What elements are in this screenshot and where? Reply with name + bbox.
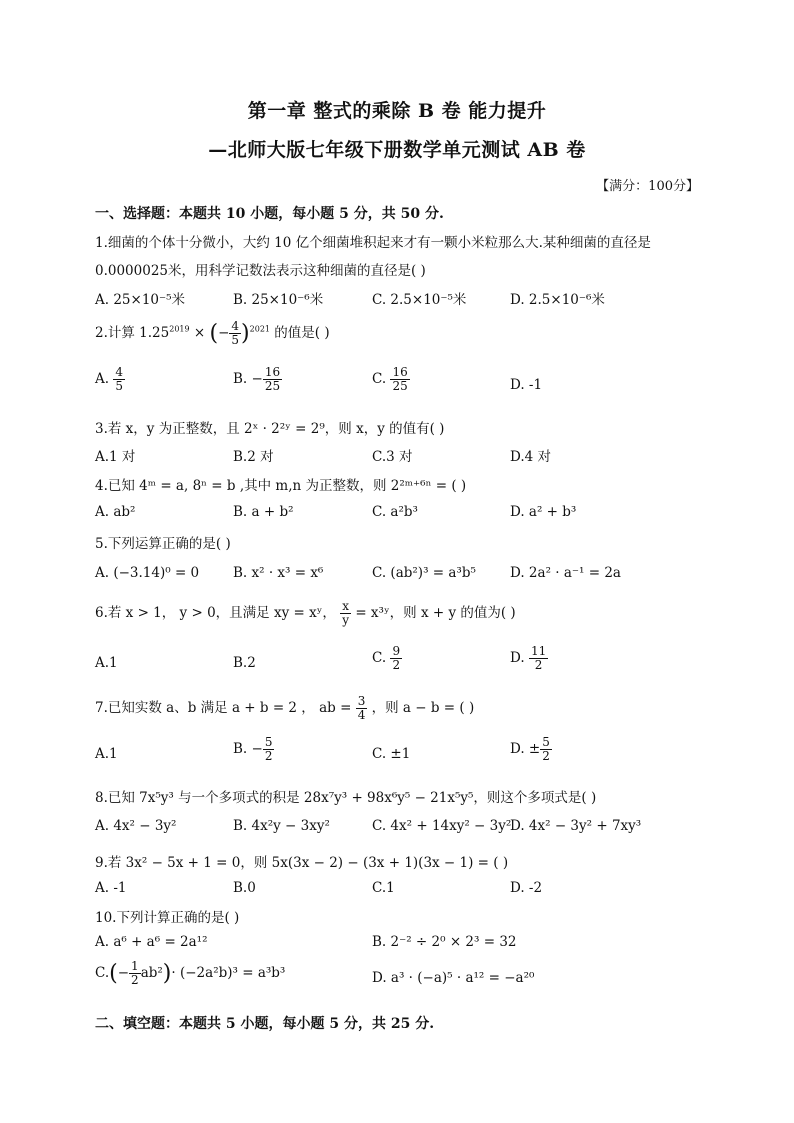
- question-7-option-b: B. − $\frac{5}{2}$: [233, 735, 273, 764]
- question-10-text: 10.下列计算正确的是( ): [95, 910, 240, 926]
- page-subtitle: —北师大版七年级下册数学单元测试 AB 卷: [208, 139, 586, 161]
- page-title: 第一章 整式的乘除 B 卷 能力提升: [247, 100, 547, 122]
- question-7-option-c: C. ±1: [372, 746, 411, 762]
- question-6-eq: = x³ʸ，则 x + y 的值为( ): [355, 605, 516, 622]
- question-8-option-b: B. 4x²y − 3xy²: [233, 818, 330, 834]
- question-4-option-d: D. a² + b³: [510, 504, 577, 520]
- question-2-times: ×: [193, 325, 206, 342]
- question-1-option-d: D. 2.5×10⁻⁶米: [510, 292, 605, 308]
- question-2-exp2: 2021: [249, 324, 270, 334]
- section-choice-title: 一、选择题：本题共 10 小题，每小题 5 分，共 50 分.: [95, 206, 444, 222]
- question-3-text: 3.若 x，y 为正整数，且 2ˣ · 2²ʸ = 2⁹，则 x，y 的值有( ): [95, 421, 445, 437]
- question-5-option-d: D. 2a² · a⁻¹ = 2a: [510, 565, 621, 581]
- question-9-text: 9.若 3x² − 5x + 1 = 0，则 5x(3x − 2) − (3x + 1)(3x − 1) = ( ): [95, 855, 509, 871]
- question-10-option-c: C.(− $\frac{1}{2}$ ab²)· (−2a²b)³ = a³b³: [95, 959, 286, 988]
- question-2-option-a: A. $\frac{4}{5}$: [95, 365, 123, 394]
- question-7-text: [95, 695, 474, 722]
- question-2-text: 2.计算 $1.25^{2019}$ × (− $\frac{4}{5}$ )$^{2021}$ 的值是( ): [95, 319, 330, 348]
- question-2-prefix: 2.计算 1.25: [95, 325, 170, 342]
- question-5-option-b: B. x² · x³ = x⁶: [233, 565, 324, 581]
- question-1-option-b: B. 25×10⁻⁶米: [233, 292, 324, 308]
- question-5-option-c: C. (ab²)³ = a³b⁵: [372, 565, 476, 581]
- question-9-option-d: D. -2: [510, 880, 543, 896]
- question-1-text-line2: 0.0000025米，用科学记数法表示这种细菌的直径是( ): [95, 263, 426, 279]
- question-7-suffix: ，则 a − b = ( ): [371, 700, 475, 717]
- question-6-fraction: $\frac{x}{y}$: [342, 599, 350, 628]
- question-3-option-c: C.3 对: [372, 449, 413, 465]
- question-9-option-c: C.1: [372, 880, 395, 896]
- question-8-text: 8.已知 7x⁵y³ 与一个多项式的积是 28x⁷y³ + 98x⁶y⁵ − 21x⁵y⁵，则这个多项式是( ): [95, 790, 597, 806]
- question-4-option-c: C. a²b³: [372, 504, 418, 520]
- full-mark-label: 【满分：100分】: [596, 179, 699, 194]
- question-2-suffix: 的值是( ): [274, 325, 330, 342]
- question-2-exp1: 2019: [169, 324, 190, 334]
- question-10-option-d: D. a³ · (−a)⁵ · a¹² = −a²⁰: [372, 970, 535, 986]
- question-3-option-a: A.1 对: [95, 449, 136, 465]
- question-1-option-c: C. 2.5×10⁻⁵米: [372, 292, 467, 308]
- question-10-option-a: A. a⁶ + a⁶ = 2a¹²: [95, 934, 208, 950]
- question-6-option-d: D. $\frac{11}{2}$: [510, 644, 547, 673]
- question-9-option-b: B.0: [233, 880, 256, 896]
- question-10-option-b: B. 2⁻² ÷ 2⁰ × 2³ = 32: [372, 934, 517, 950]
- question-2-option-c: C. $\frac{16}{25}$: [372, 365, 408, 394]
- question-9-option-a: A. -1: [95, 880, 127, 896]
- question-8-option-c: C. 4x² + 14xy² − 3y²: [372, 818, 512, 834]
- question-2-fraction: $\frac{4}{5}$: [231, 319, 240, 348]
- question-3-option-d: D.4 对: [510, 449, 552, 465]
- right-paren: ): [241, 321, 250, 347]
- question-2-option-d: D. -1: [510, 377, 543, 393]
- question-3-option-b: B.2 对: [233, 449, 274, 465]
- left-paren: (: [209, 321, 219, 347]
- question-2-option-b: B. − $\frac{16}{25}$: [233, 365, 281, 394]
- question-4-option-a: A. ab²: [95, 504, 136, 520]
- question-4-option-b: B. a + b²: [233, 504, 294, 520]
- question-6-prefix: 6.若 x > 1， y > 0，且满足 xy = xʸ，: [95, 605, 336, 622]
- question-1-text-line1: 1.细菌的个体十分微小，大约 10 亿个细菌堆积起来才有一颗小米粒那么大.某种细菌的直径是: [95, 235, 651, 251]
- question-7-prefix: 7.已知实数 a、b 满足 a + b = 2 ， ab =: [95, 700, 352, 717]
- question-5-option-a: A. (−3.14)⁰ = 0: [95, 565, 200, 581]
- question-7-option-a: A.1: [95, 746, 118, 762]
- question-6-text: [95, 600, 516, 627]
- question-1-option-a: A. 25×10⁻⁵米: [95, 292, 186, 308]
- question-7-fraction: $\frac{3}{4}$: [357, 694, 366, 723]
- question-6-option-a: A.1: [95, 655, 118, 671]
- section-fill-title: 二、填空题：本题共 5 小题，每小题 5 分，共 25 分.: [95, 1016, 435, 1032]
- question-5-text: 5.下列运算正确的是( ): [95, 536, 231, 552]
- question-6-option-b: B.2: [233, 655, 256, 671]
- question-6-option-c: C. $\frac{9}{2}$: [372, 644, 401, 673]
- question-7-option-d: D. ± $\frac{5}{2}$: [510, 735, 550, 764]
- question-8-option-a: A. 4x² − 3y²: [95, 818, 177, 834]
- question-4-text: 4.已知 4ᵐ = a, 8ⁿ = b ,其中 m,n 为正整数，则 2²ᵐ⁺⁶ⁿ = ( ): [95, 478, 467, 494]
- question-8-option-d: D. 4x² − 3y² + 7xy³: [510, 818, 642, 834]
